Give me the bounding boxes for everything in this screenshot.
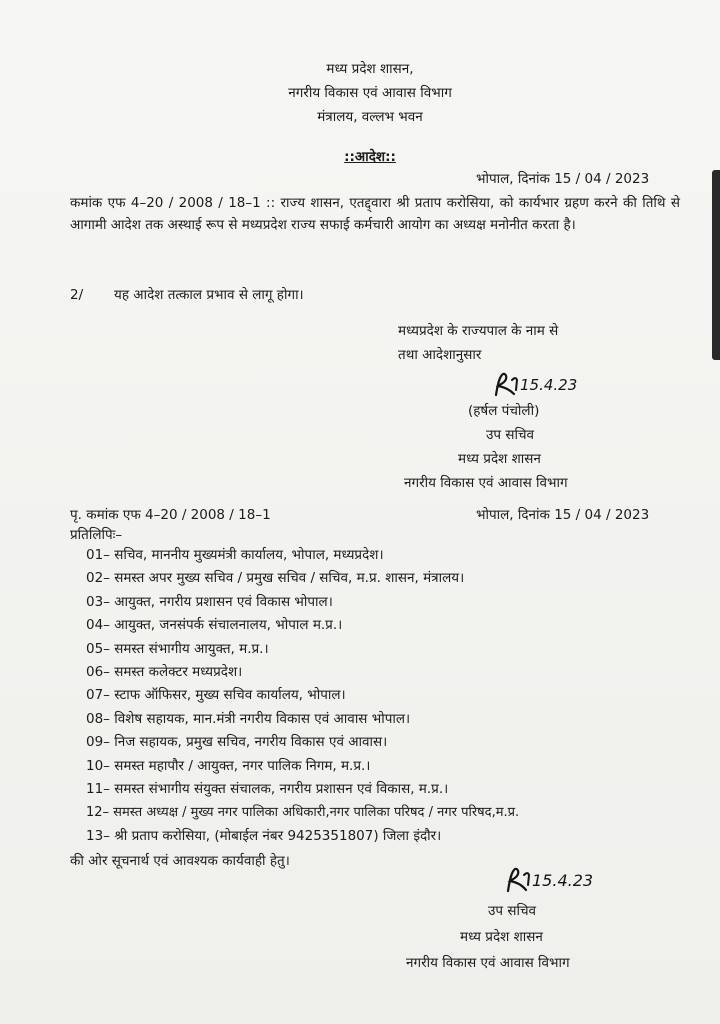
header-department: नगरीय विकास एवं आवास विभाग <box>288 85 452 101</box>
order-title: ::आदेश:: <box>344 149 396 165</box>
authority-line-1: मध्यप्रदेश के राज्यपाल के नाम से <box>398 323 559 339</box>
signatory-1-government: मध्य प्रदेश शासन <box>458 451 541 467</box>
copy-list-item: 07– स्टाफ ऑफिसर, मुख्य सचिव कार्यालय, भोपाल। <box>86 687 346 704</box>
order-paragraph-1: कमांक एफ 4–20 / 2008 / 18–1 :: राज्य शासन, एतद्द्वारा श्री प्रताप करोसिया, को कार्यभार ग्रहण करने की तिथि से आगामी आदेश तक अस्थाई रूप से मध्यप्रदेश राज्य सफाई कर्मचारी आयोग का अध्यक्ष मनोनीत करता है। <box>70 195 680 233</box>
copy-list-item: 04– आयुक्त, जनसंपर्क संचालनालय, भोपाल म.प्र.। <box>86 617 343 634</box>
scan-edge-shadow <box>712 170 720 360</box>
header-government: मध्य प्रदेश शासन, <box>326 61 414 77</box>
copy-list-item: 12– समस्त अध्यक्ष / मुख्य नगर पालिका अधिकारी,नगर पालिका परिषद / नगर परिषद,म.प्र. <box>86 805 520 821</box>
endorsement-place-date: भोपाल, दिनांक 15 / 04 / 2023 <box>476 507 650 523</box>
signature-2 <box>502 862 622 896</box>
header-ministry: मंत्रालय, वल्लभ भवन <box>317 109 423 125</box>
copy-list-item: 08– विशेष सहायक, मान.मंत्री नगरीय विकास एवं आवास भोपाल। <box>86 710 411 727</box>
paragraph-2-text: यह आदेश तत्काल प्रभाव से लागू होगा। <box>114 287 304 303</box>
copy-list <box>86 544 696 848</box>
copy-list-item: 06– समस्त कलेक्टर मध्यप्रदेश। <box>86 663 243 680</box>
authority-line-2: तथा आदेशानुसार <box>398 347 482 363</box>
signature-2-date: 15.4.23 <box>532 871 594 890</box>
signature-1 <box>490 368 600 400</box>
copy-list-item: 03– आयुक्त, नगरीय प्रशासन एवं विकास भोपाल। <box>86 593 333 610</box>
endorsement-number: पृ. कमांक एफ 4–20 / 2008 / 18–1 <box>70 507 271 523</box>
signature-2-image <box>502 862 622 896</box>
signatory-2-department: नगरीय विकास एवं आवास विभाग <box>406 955 570 971</box>
copy-list-item: 01– सचिव, माननीय मुख्यमंत्री कार्यालय, भोपाल, मध्यप्रदेश। <box>86 547 384 563</box>
signatory-1-name: (हर्षल पंचोली) <box>468 403 540 419</box>
signature-1-image <box>490 368 600 400</box>
copy-list-item: 05– समस्त संभागीय आयुक्त, म.प्र.। <box>86 640 269 657</box>
signatory-2-government: मध्य प्रदेश शासन <box>460 929 543 945</box>
closing-line: की ओर सूचनार्थ एवं आवश्यक कार्यवाही हेतु। <box>70 853 290 869</box>
paragraph-2-number: 2/ <box>70 287 84 303</box>
signatory-1-department: नगरीय विकास एवं आवास विभाग <box>404 475 568 491</box>
copy-list-item: 10– समस्त महापौर / आयुक्त, नगर पालिक निगम, म.प्र.। <box>86 757 371 774</box>
signatory-2-designation: उप सचिव <box>488 903 537 919</box>
order-place-date: भोपाल, दिनांक 15 / 04 / 2023 <box>476 171 650 187</box>
copy-list-item: 09– निज सहायक, प्रमुख सचिव, नगरीय विकास एवं आवास। <box>86 734 388 751</box>
copy-list-item: 13– श्री प्रताप करोसिया, (मोबाईल नंबर 9425351807) जिला इंदौर। <box>86 827 442 844</box>
copy-list-item: 02– समस्त अपर मुख्य सचिव / प्रमुख सचिव / सचिव, म.प्र. शासन, मंत्रालय। <box>86 570 465 587</box>
copy-to-label: प्रतिलिपिः– <box>70 527 123 543</box>
copy-list-item: 11– समस्त संभागीय संयुक्त संचालक, नगरीय प्रशासन एवं विकास, म.प्र.। <box>86 780 449 797</box>
signature-1-date: 15.4.23 <box>520 376 578 394</box>
signatory-1-designation: उप सचिव <box>486 427 535 443</box>
